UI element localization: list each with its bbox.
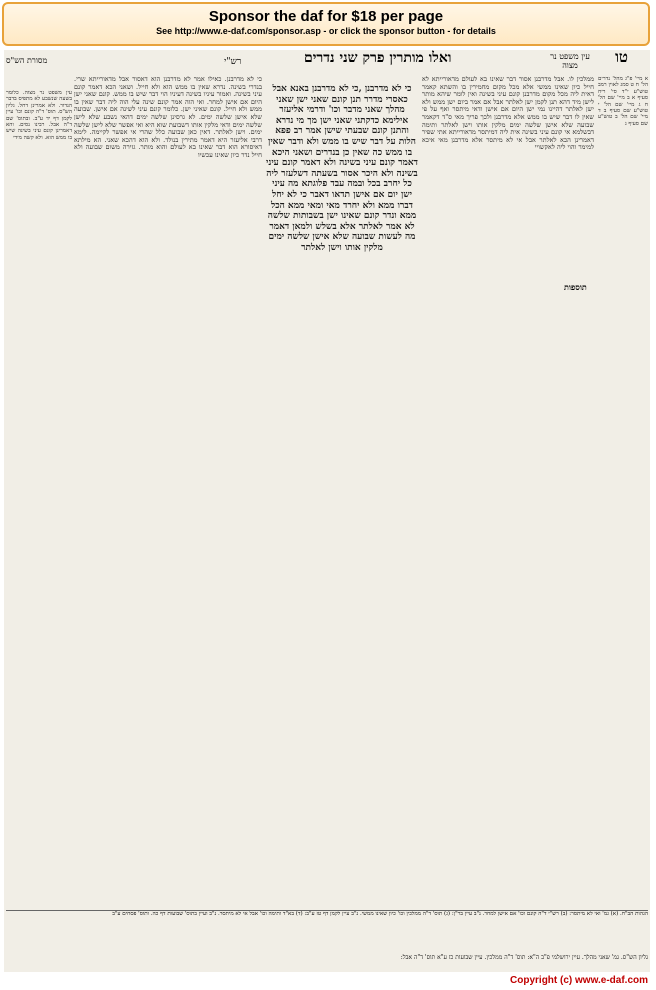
ein-mishpat-column: א מיי' פ"ג מהל' נדרים הל' ח ט סמג לאוין רמב טוש"ע י"ד סי' ריח סעיף א ב מיי' שם הל' ח ג מיי' שם הל' י טוש"ע שם סעיף ב ד מיי' שם הל' ב טוש"ע שם סעיף ג [598,76,648,127]
masoret-hashas-column: עין משפט נר מצוה. כלומר בשעה שנשבע לא מתפיס בדבר הנדור. ולא אמרינן דחל. גליון הש"ס. תוס' ד"ה קונם וכו' עיין לקמן דף יד ע"ב. ובתוס' שם ד"ה אבל. רבינו נסים. והא דאמרינן קונם עיני בשינה שיש בו ממש הוא. ולא קשה מידי [6,90,72,141]
ein-mishpat-header: עין משפט נר מצוה [550,52,590,70]
tosafot-label: תוספות [564,282,587,292]
rashi-column: כי לא מדרבנן. כאילו אמר לא מדרבנן הוא דאסור אבל מדאורייתא שרי. בנדרי בשינה. נדרא שאין בו ממש הוא ולא חייל. ושאני הכא דאמר קונם עיני בשינה. ואמור עיניו בשינה דעיניו הוי דבר שיש בו ממש. קונם שאני ישן היום אם אישן למחר. ואי הוה אמר קונם שינה עלי הוה ליה דבר שאין בו ממש ולא חייל. קונם שאיני ישן. כלומר קונם עיני לשינה אם אישן. שבועה שלא אישן שלשה ימים. לא גרסינן שלשה ימים דהאי נשבע שלא לישן שלשה ימים ודאי מלקין אותו דשבועת שוא היא ואי אפשר שלא לישן שלשה ימים. וישן לאלתר. דאין כאן שבועה כלל שהרי אי אפשר לקיימה. לימא דרבי אליעזר היא דאמר מתירין בנולד. ולא הוא דהכא שאני. הא מילתא דאיסורא הוא דבר שאינו בא לעולם והוא מותר. גזירה משום שבועה ולא חייל נדר כיון שאינו עכשיו [74,76,262,159]
sponsor-banner[interactable] [2,2,650,46]
gilyon-hashas: גליון הש"ס. גמ' שאני מהלך. עיין ירושלמי פ"ב ה"א: תוס' ד"ה ממלכין. עיין שבועות כז ע"א תוס' ד"ה אבל: [400,954,648,961]
hagahot-habach: הגהות הב"ח. (א) גמ' ואי לא מיתסר: (ב) רש"י ד"ה קונם וכו' אם אישן למחר. נ"ב עיין בר"ן: (ג) תוס' ד"ה ממלכין וכו' כיון שאינו ממשי. נ"ב עיין לקמן דף טז ע"ב: (ד) בא"ד ותימה וכו' אבל אי לא מיתסר. נ"ב ועיין בתוס' שבועות דף כה. ותוס' פסחים ע"ב [6,910,648,969]
talmud-page [4,50,650,972]
tosafot-column: ממלכין לו. אבל מדרבנן אסור דבר שאינו בא לעולם מדאורייתא לא חייל כיון שאינו ממשי אלא מכל מקום מחמירין בו והשתא קאמר דאית ליה מכל מקום מדרבנן קונם עיני בשינה ואין לומר שיהא מותר לישן מיד דהא תנן לקמן ישן לאלתר אבל אם אמר ביום ישן ממש ולא ישן לאלתר דהיינו נמי ישן היום אם אישן ודאי מיתסר ואף על פי שאין לו דבר שיש בו ממש אלא מדרבנן ולכך פריך מאי ס"ד דקאמר שבועה שלא אישן שלשה ימים מלקין אותו וישן לאלתר ותימה דבשלמא אי קונם עיני בשינה אית ליה דמיתסר מדאורייתא אתי שפיר דאמרינן הכא לאלתר אבל אי לא מיתסר אלא מדרבנן מאי איכא למימר והוי ליה לאקשויי [422,76,594,152]
sponsor-subtitle: See http://www.e-daf.com/sponsor.asp - or click the sponsor button - for details [156,26,496,36]
daf-number: טו [615,50,628,66]
gemara-column: כי לא מדרבנן ,כי לא מדרבנן באנא אבל כאסרי מדרר תנן קונם שאני ישן שאני מהלך שאני מדבר וכו' ודרמי אליעזר אילימא כדקתני שאני ישן מך מי נדרא והתנן קונם שבעתי שישן אמר רב פפא הלות על דבר שיש בו ממש ולא ודבר שאין בו ממש כה שאין כן בנדרים ושאני היכא דאמר קונם עיני בשינה ולא דאמר קונם עיני בשינה ולא היכר אסור בשעתה דשלעזר ליה כל יחרב בכל ובמה עבד פלוגתא מה עיני ישן יום אם אישן תדאו דאבר כי לא יחל דברו ממא ולא יחרד מאי ומאי ממא הכל ממא ונדר קונם שאינו ישן בשבותות שלשה לא אמר לאלתר אלא בשלש ולמאן דאמר מה לעשות שבועה שלא אישן שלשה ימים מלקין אותו וישן לאלתר [266,84,418,253]
perek-header: ואלו מותרין פרק שני נדרים [304,50,452,66]
sponsor-title: Sponsor the daf for $18 per page [208,8,444,25]
copyright-link[interactable]: Copyright (c) www.e-daf.com [510,975,648,986]
rashi-header: רש"י [224,57,242,67]
masekhet-header: מסורת הש"ס [6,56,48,65]
